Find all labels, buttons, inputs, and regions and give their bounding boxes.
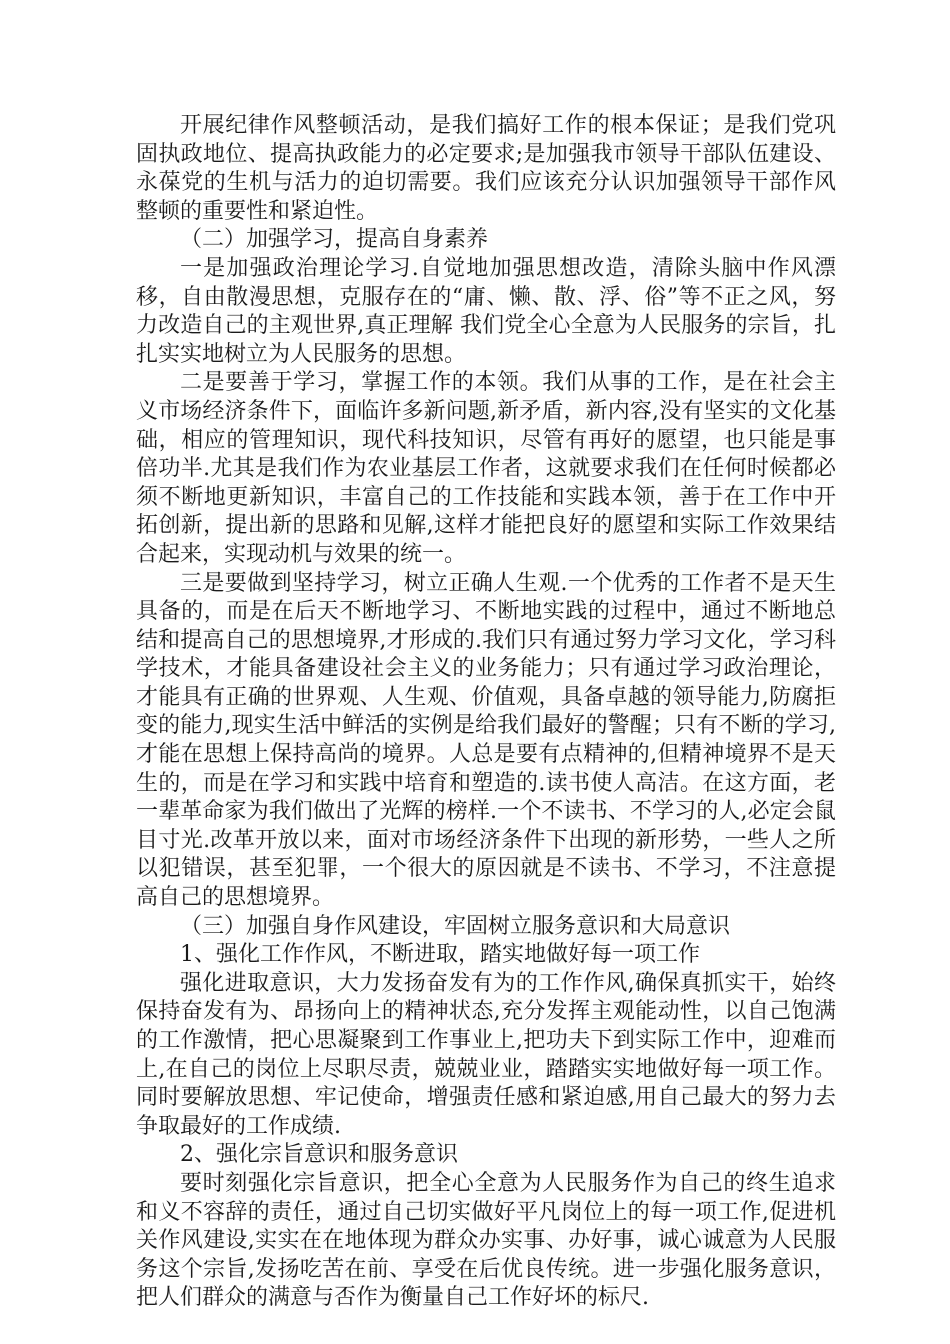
- section-heading-2: （二）加强学习，提高自身素养: [180, 227, 489, 253]
- paragraph-point-1: 一是加强政治理论学习.自觉地加强思想改造，清除头脑中作风漂移，自由散漫思想，克服存在的“庸、懒、散、浮、俗”等不正之风，努力改造自己的主观世界,真正理解 我们党全心全意为人民服务的宗旨，扎扎实实地树立为人民服务的思想。: [136, 255, 836, 367]
- paragraph-point-2: 二是要善于学习，掌握工作的本领。我们从事的工作，是在社会主义市场经济条件下，面临许多新问题,新矛盾，新内容,没有坚实的文化基础，相应的管理知识，现代科技知识，尽管有再好的愿望，也只能是事倍功半.尤其是我们作为农业基层工作者，这就要求我们在任何时候都必须不断地更新知识，丰富自己的工作技能和实践本领，善于在工作中开拓创新，提出新的思路和见解,这样才能把良好的愿望和实际工作效果结合起来，实现动机与效果的统一。: [136, 370, 836, 567]
- subheading-1: 1、强化工作作风，不断进取，踏实地做好每一项工作: [180, 942, 700, 968]
- section-heading-3: （三）加强自身作风建设，牢固树立服务意识和大局意识: [180, 913, 731, 939]
- subheading-2: 2、强化宗旨意识和服务意识: [180, 1142, 458, 1168]
- paragraph-intro: 开展纪律作风整顿活动，是我们搞好工作的根本保证；是我们党巩固执政地位、提高执政能力的必定要求;是加强我市领导干部队伍建设、永葆党的生机与活力的迫切需要。我们应该充分认识加强领导干部作风整顿的重要性和紧迫性。: [136, 113, 836, 224]
- document-body: [136, 112, 836, 1313]
- paragraph-service: 要时刻强化宗旨意识，把全心全意为人民服务作为自己的终生追求和义不容辞的责任，通过自己切实做好平凡岗位上的每一项工作,促进机关作风建设,实实在在地体现为群众办实事、办好事，诚心诚意为人民服务这个宗旨,发扬吃苦在前、享受在后优良传统。进一步强化服务意识，把人们群众的满意与否作为衡量自己工作好坏的标尺.: [136, 1170, 836, 1311]
- paragraph-work-style: 强化进取意识，大力发扬奋发有为的工作作风,确保真抓实干，始终保持奋发有为、昂扬向上的精神状态,充分发挥主观能动性，以自己饱满的工作激情，把心思凝聚到工作事业上,把功夫下到实际工作中，迎难而上,在自己的岗位上尽职尽责，兢兢业业，踏踏实实地做好每一项工作。同时要解放思想、牢记使命，增强责任感和紧迫感,用自己最大的努力去争取最好的工作成绩.: [136, 970, 836, 1139]
- paragraph-point-3: 三是要做到坚持学习，树立正确人生观.一个优秀的工作者不是天生具备的，而是在后天不断地学习、不断地实践的过程中，通过不断地总结和提高自己的思想境界,才形成的.我们只有通过努力学习文化，学习科学技术，才能具备建设社会主义的业务能力；只有通过学习政治理论，才能具有正确的世界观、人生观、价值观，具备卓越的领导能力,防腐拒变的能力,现实生活中鲜活的实例是给我们最好的警醒；只有不断的学习,才能在思想上保持高尚的境界。人总是要有点精神的,但精神境界不是天生的，而是在学习和实践中培育和塑造的.读书使人高洁。在这方面，老一辈革命家为我们做出了光辉的榜样.一个不读书、不学习的人,必定会鼠目寸光.改革开放以来，面对市场经济条件下出现的新形势，一些人之所以犯错误，甚至犯罪，一个很大的原因就是不读书、不学习，不注意提高自己的思想境界。: [136, 570, 836, 911]
